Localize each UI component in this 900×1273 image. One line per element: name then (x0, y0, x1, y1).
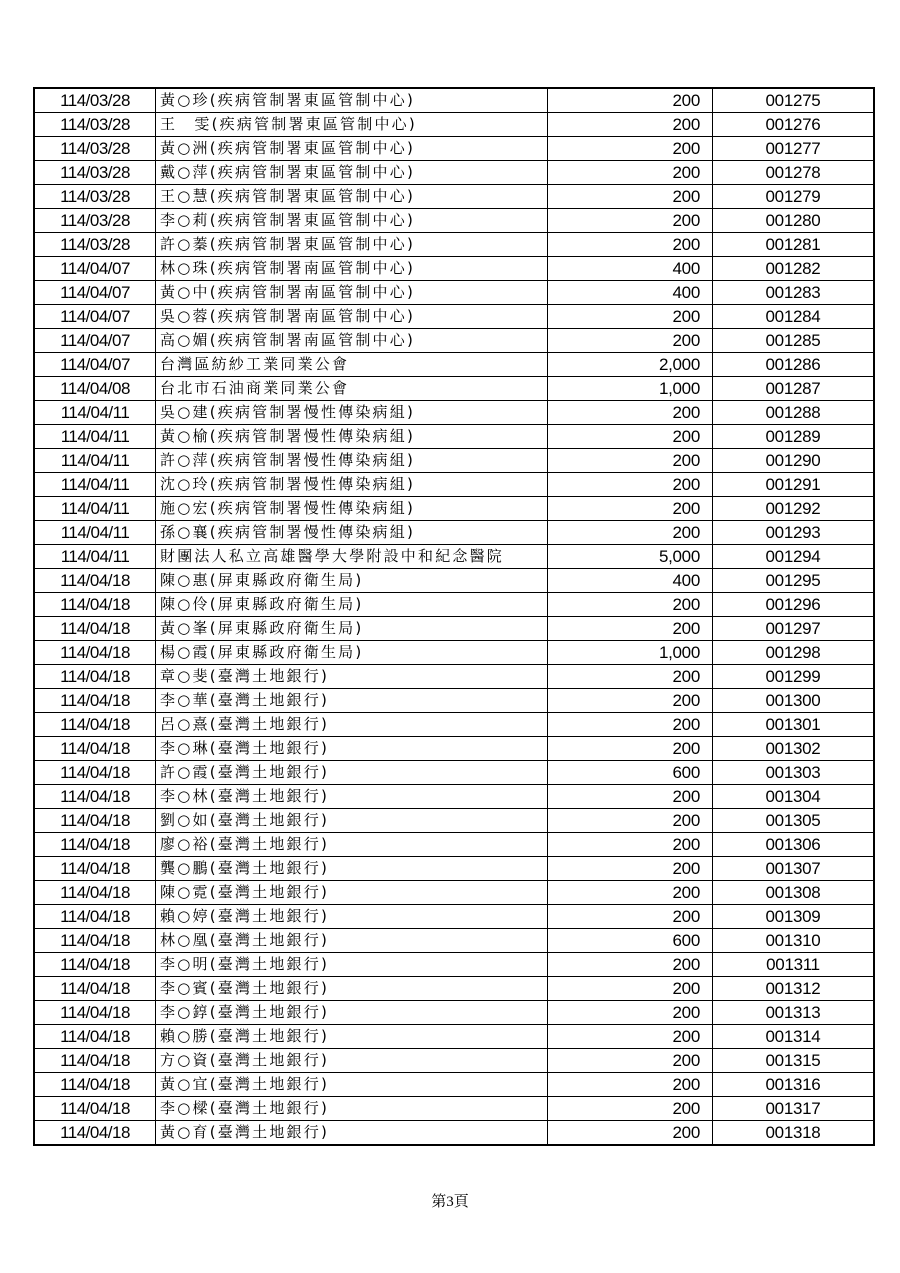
amount-cell: 400 (548, 569, 713, 593)
donor-name-cell: 王○慧(疾病管制署東區管制中心) (156, 185, 548, 209)
date-cell: 114/04/11 (34, 425, 156, 449)
table-row (34, 401, 874, 425)
amount-cell: 200 (548, 785, 713, 809)
donor-name-cell: 章○斐(臺灣土地銀行) (156, 665, 548, 689)
date-cell: 114/04/18 (34, 905, 156, 929)
date-cell: 114/03/28 (34, 137, 156, 161)
receipt-number-cell: 001275 (713, 88, 875, 113)
date-cell: 114/04/18 (34, 761, 156, 785)
donation-table-body (34, 88, 874, 1145)
amount-cell: 200 (548, 137, 713, 161)
donor-name-cell: 許○蓁(疾病管制署東區管制中心) (156, 233, 548, 257)
receipt-number-cell: 001285 (713, 329, 875, 353)
date-cell: 114/04/18 (34, 809, 156, 833)
amount-cell: 200 (548, 665, 713, 689)
donor-name-cell: 楊○霞(屏東縣政府衛生局) (156, 641, 548, 665)
date-cell: 114/04/07 (34, 329, 156, 353)
amount-cell: 200 (548, 953, 713, 977)
receipt-number-cell: 001280 (713, 209, 875, 233)
receipt-number-cell: 001283 (713, 281, 875, 305)
receipt-number-cell: 001290 (713, 449, 875, 473)
date-cell: 114/04/18 (34, 1097, 156, 1121)
donor-name-cell: 方○資(臺灣土地銀行) (156, 1049, 548, 1073)
date-cell: 114/04/11 (34, 449, 156, 473)
donor-name-cell: 劉○如(臺灣土地銀行) (156, 809, 548, 833)
amount-cell: 200 (548, 329, 713, 353)
date-cell: 114/04/07 (34, 257, 156, 281)
amount-cell: 200 (548, 401, 713, 425)
receipt-number-cell: 001287 (713, 377, 875, 401)
date-cell: 114/04/18 (34, 569, 156, 593)
receipt-number-cell: 001279 (713, 185, 875, 209)
table-row (34, 305, 874, 329)
receipt-number-cell: 001300 (713, 689, 875, 713)
table-row (34, 905, 874, 929)
amount-cell: 200 (548, 881, 713, 905)
date-cell: 114/04/18 (34, 953, 156, 977)
receipt-number-cell: 001296 (713, 593, 875, 617)
donor-name-cell: 陳○惠(屏東縣政府衛生局) (156, 569, 548, 593)
donor-name-cell: 黃○育(臺灣土地銀行) (156, 1121, 548, 1146)
receipt-number-cell: 001302 (713, 737, 875, 761)
date-cell: 114/04/07 (34, 305, 156, 329)
amount-cell: 200 (548, 1073, 713, 1097)
donor-name-cell: 李○明(臺灣土地銀行) (156, 953, 548, 977)
table-row (34, 257, 874, 281)
receipt-number-cell: 001297 (713, 617, 875, 641)
receipt-number-cell: 001282 (713, 257, 875, 281)
donor-name-cell: 財團法人私立高雄醫學大學附設中和紀念醫院 (156, 545, 548, 569)
donor-name-cell: 黃○中(疾病管制署南區管制中心) (156, 281, 548, 305)
amount-cell: 200 (548, 233, 713, 257)
receipt-number-cell: 001313 (713, 1001, 875, 1025)
table-row (34, 1121, 874, 1146)
receipt-number-cell: 001308 (713, 881, 875, 905)
date-cell: 114/04/18 (34, 689, 156, 713)
table-row (34, 833, 874, 857)
table-row (34, 737, 874, 761)
receipt-number-cell: 001291 (713, 473, 875, 497)
donor-name-cell: 呂○熹(臺灣土地銀行) (156, 713, 548, 737)
amount-cell: 200 (548, 521, 713, 545)
receipt-number-cell: 001295 (713, 569, 875, 593)
table-row (34, 545, 874, 569)
table-row (34, 1001, 874, 1025)
receipt-number-cell: 001315 (713, 1049, 875, 1073)
table-row (34, 857, 874, 881)
table-row (34, 1025, 874, 1049)
donor-name-cell: 台北市石油商業同業公會 (156, 377, 548, 401)
amount-cell: 200 (548, 1121, 713, 1146)
amount-cell: 200 (548, 113, 713, 137)
donor-name-cell: 吳○蓉(疾病管制署南區管制中心) (156, 305, 548, 329)
table-row (34, 209, 874, 233)
donor-name-cell: 陳○霓(臺灣土地銀行) (156, 881, 548, 905)
receipt-number-cell: 001294 (713, 545, 875, 569)
amount-cell: 400 (548, 281, 713, 305)
amount-cell: 200 (548, 593, 713, 617)
table-row (34, 665, 874, 689)
date-cell: 114/04/18 (34, 1121, 156, 1146)
date-cell: 114/04/11 (34, 473, 156, 497)
table-row (34, 1049, 874, 1073)
date-cell: 114/04/18 (34, 593, 156, 617)
table-row (34, 929, 874, 953)
receipt-number-cell: 001304 (713, 785, 875, 809)
date-cell: 114/04/18 (34, 1001, 156, 1025)
receipt-number-cell: 001301 (713, 713, 875, 737)
amount-cell: 600 (548, 929, 713, 953)
amount-cell: 200 (548, 1001, 713, 1025)
donor-name-cell: 高○媚(疾病管制署南區管制中心) (156, 329, 548, 353)
receipt-number-cell: 001276 (713, 113, 875, 137)
amount-cell: 200 (548, 617, 713, 641)
receipt-number-cell: 001307 (713, 857, 875, 881)
donor-name-cell: 龔○鵬(臺灣土地銀行) (156, 857, 548, 881)
date-cell: 114/04/18 (34, 1073, 156, 1097)
receipt-number-cell: 001289 (713, 425, 875, 449)
table-row (34, 689, 874, 713)
amount-cell: 200 (548, 449, 713, 473)
amount-cell: 5,000 (548, 545, 713, 569)
table-row (34, 977, 874, 1001)
date-cell: 114/04/18 (34, 857, 156, 881)
table-row (34, 137, 874, 161)
date-cell: 114/04/18 (34, 617, 156, 641)
amount-cell: 200 (548, 209, 713, 233)
donor-name-cell: 李○樑(臺灣土地銀行) (156, 1097, 548, 1121)
amount-cell: 200 (548, 977, 713, 1001)
table-row (34, 1097, 874, 1121)
date-cell: 114/04/18 (34, 881, 156, 905)
amount-cell: 200 (548, 905, 713, 929)
page-number: 第3頁 (431, 1194, 469, 1210)
date-cell: 114/03/28 (34, 209, 156, 233)
table-row (34, 593, 874, 617)
donor-name-cell: 施○宏(疾病管制署慢性傳染病組) (156, 497, 548, 521)
donor-name-cell: 許○霞(臺灣土地銀行) (156, 761, 548, 785)
date-cell: 114/04/18 (34, 785, 156, 809)
donor-name-cell: 孫○襄(疾病管制署慢性傳染病組) (156, 521, 548, 545)
receipt-number-cell: 001286 (713, 353, 875, 377)
date-cell: 114/04/11 (34, 497, 156, 521)
donor-name-cell: 黃○珍(疾病管制署東區管制中心) (156, 88, 548, 113)
amount-cell: 200 (548, 161, 713, 185)
table-row (34, 281, 874, 305)
date-cell: 114/04/18 (34, 1025, 156, 1049)
receipt-number-cell: 001288 (713, 401, 875, 425)
amount-cell: 200 (548, 737, 713, 761)
amount-cell: 200 (548, 473, 713, 497)
receipt-number-cell: 001309 (713, 905, 875, 929)
receipt-number-cell: 001284 (713, 305, 875, 329)
donor-name-cell: 廖○裕(臺灣土地銀行) (156, 833, 548, 857)
table-row (34, 473, 874, 497)
amount-cell: 200 (548, 1025, 713, 1049)
amount-cell: 1,000 (548, 641, 713, 665)
date-cell: 114/04/18 (34, 833, 156, 857)
date-cell: 114/04/07 (34, 353, 156, 377)
table-row (34, 521, 874, 545)
donor-name-cell: 戴○萍(疾病管制署東區管制中心) (156, 161, 548, 185)
donor-name-cell: 黃○宜(臺灣土地銀行) (156, 1073, 548, 1097)
donor-name-cell: 賴○婷(臺灣土地銀行) (156, 905, 548, 929)
receipt-number-cell: 001312 (713, 977, 875, 1001)
table-row (34, 497, 874, 521)
donor-name-cell: 黃○峯(屏東縣政府衛生局) (156, 617, 548, 641)
table-row (34, 641, 874, 665)
table-row (34, 761, 874, 785)
donation-table (33, 87, 875, 1146)
donor-name-cell: 李○華(臺灣土地銀行) (156, 689, 548, 713)
receipt-number-cell: 001303 (713, 761, 875, 785)
amount-cell: 200 (548, 185, 713, 209)
table-row (34, 329, 874, 353)
donor-name-cell: 黃○洲(疾病管制署東區管制中心) (156, 137, 548, 161)
table-row (34, 353, 874, 377)
donor-name-cell: 王 雯(疾病管制署東區管制中心) (156, 113, 548, 137)
table-row (34, 113, 874, 137)
donor-name-cell: 李○賓(臺灣土地銀行) (156, 977, 548, 1001)
date-cell: 114/04/18 (34, 977, 156, 1001)
receipt-number-cell: 001318 (713, 1121, 875, 1146)
table-row (34, 713, 874, 737)
donor-name-cell: 林○珠(疾病管制署南區管制中心) (156, 257, 548, 281)
table-row (34, 88, 874, 113)
date-cell: 114/04/11 (34, 401, 156, 425)
amount-cell: 200 (548, 425, 713, 449)
amount-cell: 200 (548, 305, 713, 329)
donor-name-cell: 許○萍(疾病管制署慢性傳染病組) (156, 449, 548, 473)
receipt-number-cell: 001281 (713, 233, 875, 257)
table-row (34, 449, 874, 473)
date-cell: 114/04/18 (34, 929, 156, 953)
amount-cell: 200 (548, 497, 713, 521)
receipt-number-cell: 001278 (713, 161, 875, 185)
receipt-number-cell: 001277 (713, 137, 875, 161)
receipt-number-cell: 001311 (713, 953, 875, 977)
donor-name-cell: 吳○建(疾病管制署慢性傳染病組) (156, 401, 548, 425)
donor-name-cell: 台灣區紡紗工業同業公會 (156, 353, 548, 377)
donor-name-cell: 李○錞(臺灣土地銀行) (156, 1001, 548, 1025)
table-row (34, 881, 874, 905)
donor-name-cell: 沈○玲(疾病管制署慢性傳染病組) (156, 473, 548, 497)
amount-cell: 2,000 (548, 353, 713, 377)
receipt-number-cell: 001305 (713, 809, 875, 833)
amount-cell: 200 (548, 713, 713, 737)
table-row (34, 953, 874, 977)
table-row (34, 185, 874, 209)
table-row (34, 377, 874, 401)
date-cell: 114/04/18 (34, 737, 156, 761)
receipt-number-cell: 001298 (713, 641, 875, 665)
table-row (34, 785, 874, 809)
amount-cell: 200 (548, 857, 713, 881)
date-cell: 114/04/11 (34, 545, 156, 569)
donor-name-cell: 賴○勝(臺灣土地銀行) (156, 1025, 548, 1049)
date-cell: 114/04/18 (34, 1049, 156, 1073)
amount-cell: 200 (548, 88, 713, 113)
receipt-number-cell: 001314 (713, 1025, 875, 1049)
table-row (34, 233, 874, 257)
date-cell: 114/04/18 (34, 665, 156, 689)
receipt-number-cell: 001310 (713, 929, 875, 953)
amount-cell: 1,000 (548, 377, 713, 401)
date-cell: 114/03/28 (34, 88, 156, 113)
date-cell: 114/04/07 (34, 281, 156, 305)
table-row (34, 425, 874, 449)
date-cell: 114/04/18 (34, 641, 156, 665)
date-cell: 114/03/28 (34, 185, 156, 209)
receipt-number-cell: 001299 (713, 665, 875, 689)
receipt-number-cell: 001316 (713, 1073, 875, 1097)
table-row (34, 809, 874, 833)
date-cell: 114/03/28 (34, 113, 156, 137)
table-row (34, 161, 874, 185)
amount-cell: 200 (548, 1097, 713, 1121)
table-row (34, 1073, 874, 1097)
amount-cell: 200 (548, 809, 713, 833)
table-row (34, 617, 874, 641)
date-cell: 114/03/28 (34, 233, 156, 257)
donor-name-cell: 陳○伶(屏東縣政府衛生局) (156, 593, 548, 617)
receipt-number-cell: 001293 (713, 521, 875, 545)
donor-name-cell: 黃○榆(疾病管制署慢性傳染病組) (156, 425, 548, 449)
table-row (34, 569, 874, 593)
amount-cell: 600 (548, 761, 713, 785)
donor-name-cell: 李○林(臺灣土地銀行) (156, 785, 548, 809)
date-cell: 114/04/18 (34, 713, 156, 737)
donor-name-cell: 李○琳(臺灣土地銀行) (156, 737, 548, 761)
date-cell: 114/04/11 (34, 521, 156, 545)
donor-name-cell: 李○莉(疾病管制署東區管制中心) (156, 209, 548, 233)
receipt-number-cell: 001317 (713, 1097, 875, 1121)
amount-cell: 200 (548, 1049, 713, 1073)
receipt-number-cell: 001292 (713, 497, 875, 521)
receipt-number-cell: 001306 (713, 833, 875, 857)
amount-cell: 400 (548, 257, 713, 281)
amount-cell: 200 (548, 833, 713, 857)
date-cell: 114/03/28 (34, 161, 156, 185)
donor-name-cell: 林○凰(臺灣土地銀行) (156, 929, 548, 953)
amount-cell: 200 (548, 689, 713, 713)
date-cell: 114/04/08 (34, 377, 156, 401)
